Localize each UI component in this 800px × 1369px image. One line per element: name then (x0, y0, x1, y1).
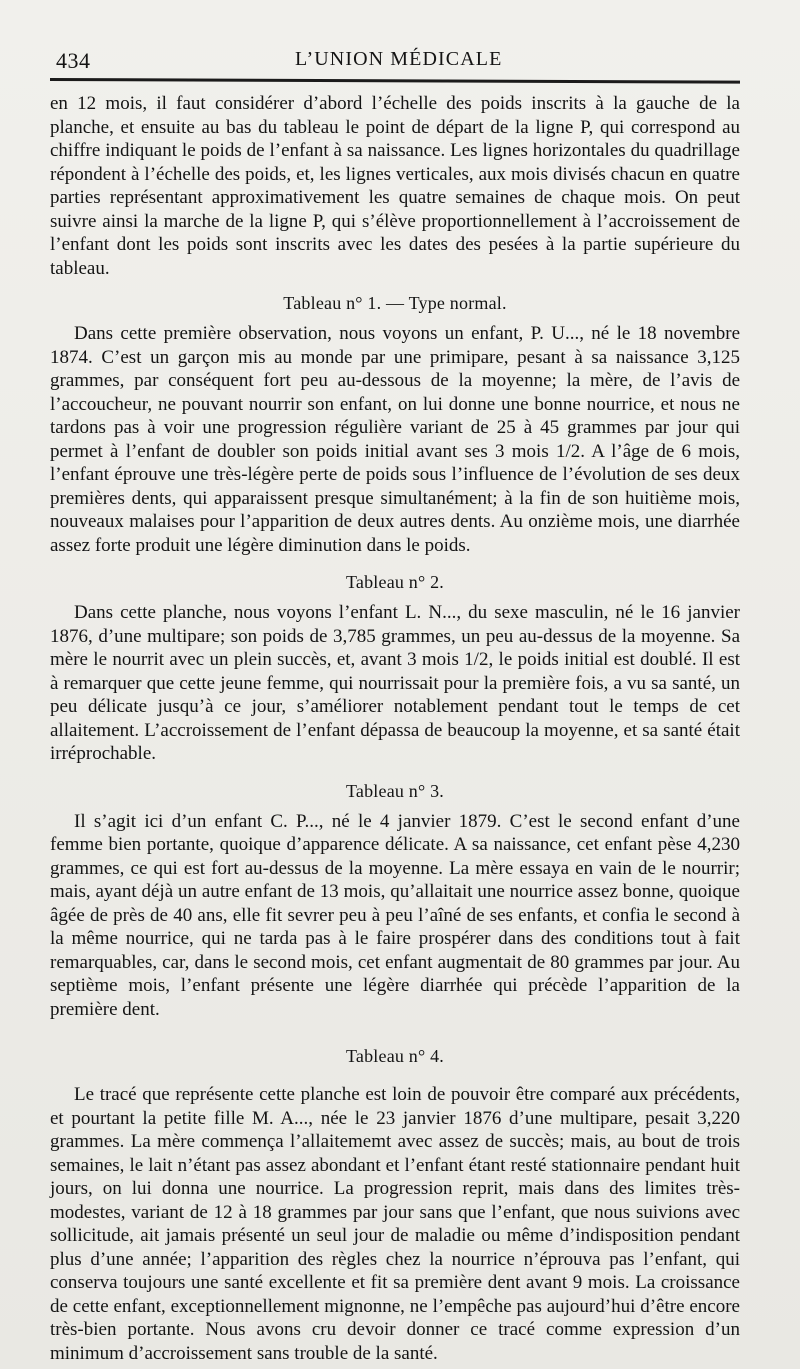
table-1-paragraph: Dans cette première observation, nous voyons un enfant, P. U..., né le 18 novembre 1874. C’est un garçon mis au monde par une primipare, pesant à sa naissance 3,125 grammes, par conséquent fort peu au-dessous de la moyenne; la mère, de l’avis de l’accoucheur, ne pouvant nourrir son enfant, on lui donne une bonne nourrice, et nous ne tardons pas à voir une progression régulière variant de 25 à 45 grammes par jour qui permet à l’enfant de doubler son poids initial avant ses 3 mois 1/2. A l’âge de 6 mois, l’enfant éprouve une très-légère perte de poids sous l’influence de l’évolution de ses deux premières dents, qui apparaissent presque simultanément; à la fin de son huitième mois, nouveaux malaises pour l’apparition de deux autres dents. Au onzième mois, une diarrhée assez forte produit une légère diminution dans le poids. (50, 323, 740, 556)
header-rule (50, 78, 740, 84)
table-2-title: Tableau n° 2. (345, 572, 444, 592)
page-header (50, 44, 740, 78)
table-1-title: Tableau n° 1. — Type normal. (283, 293, 507, 313)
table-2-paragraph: Dans cette planche, nous voyons l’enfant L. N..., du sexe masculin, né le 16 janvier 1876, d’une multipare; son poids de 3,785 grammes, un peu au-dessus de la moyenne. Sa mère le nourrit avec un plein succès, et, avant 3 mois 1/2, le poids initial est doublé. Il est à remarquer que cette jeune femme, qui nourrissait pour la première fois, a vu sa santé, un peu délicate jusqu’à ce jour, s’améliorer notablement pendant tout le temps de cet allaitement. L’accroissement de l’enfant dépassa de beaucoup la moyenne, et sa santé était irréprochable. (50, 602, 740, 764)
page-number: 434 (56, 48, 91, 73)
table-3-title: Tableau n° 3. (345, 780, 444, 801)
article-body (50, 92, 740, 1365)
table-3-paragraph: Il s’agit ici d’un enfant C. P..., né le 4 janvier 1879. C’est le second enfant d’une femme bien portante, quoique d’apparence délicate. A sa naissance, cet enfant pèse 4,230 grammes, ce qui est fort au-dessus de la moyenne. La mère essaya en vain de le nourrir; mais, ayant déjà un autre enfant de 13 mois, qu’allaitait une nourrice assez bonne, quoique âgée de près de 40 ans, elle fit sevrer peu à peu l’aîné de ses enfants, et confia le second à la même nourrice, qui ne tarda pas à le faire prospérer dans des conditions tout à fait remarquables, car, dans le second mois, cet enfant augmentait de 80 grammes par jour. Au septième mois, l’enfant présente une légère diarrhée qui précède l’apparition de la première dent. (50, 810, 740, 1020)
intro-paragraph: en 12 mois, il faut considérer d’abord l’échelle des poids inscrits à la gauche de la planche, et ensuite au bas du tableau le point de départ de la ligne P, qui correspond au chiffre indiquant le poids de l’enfant à sa naissance. Les lignes horizontales du quadrillage répondent à l’échelle des poids, et, les lignes verticales, aux mois divisés chacun en quatre parties représentant approximativement les quatre semaines de chaque mois. On peut suivre ainsi la marche de la ligne P, qui s’élève proportionnellement à l’accroissement de l’enfant dont les poids sont inscrits avec les dates des pesées à la partie supérieure du tableau. (50, 93, 740, 279)
table-4-paragraph: Le tracé que représente cette planche est loin de pouvoir être comparé aux précédents, et pourtant la petite fille M. A..., née le 23 janvier 1876 d’une multipare, pesait 3,220 grammes. La mère commença l’allaitememt avec assez de succès; mais, au bout de trois semaines, le lait n’étant pas assez abondant et l’enfant étant resté stationnaire pendant huit jours, on lui donna une nourrice. La progression reprit, mais dans des limites très-modestes, variant de 12 à 18 grammes par jour sans que l’enfant, que nous suivions avec sollicitude, ait jamais présenté un seul jour de maladie ou même d’indisposition pendant plus d’une année; l’apparition des règles chez la nourrice n’éprouva pas l’enfant, qui conserva toujours une santé excellente et fit sa première dent avant 9 mois. La croissance de cette enfant, exceptionnellement mignonne, ne l’empêche pas aujourd’hui d’être encore très-bien portante. Nous avons cru devoir donner ce tracé comme expression d’un minimum d’accroissement sans trouble de la santé. (50, 1084, 740, 1364)
table-4-title: Tableau n° 4. (345, 1046, 444, 1066)
running-title: L’UNION MÉDICALE (295, 48, 503, 70)
